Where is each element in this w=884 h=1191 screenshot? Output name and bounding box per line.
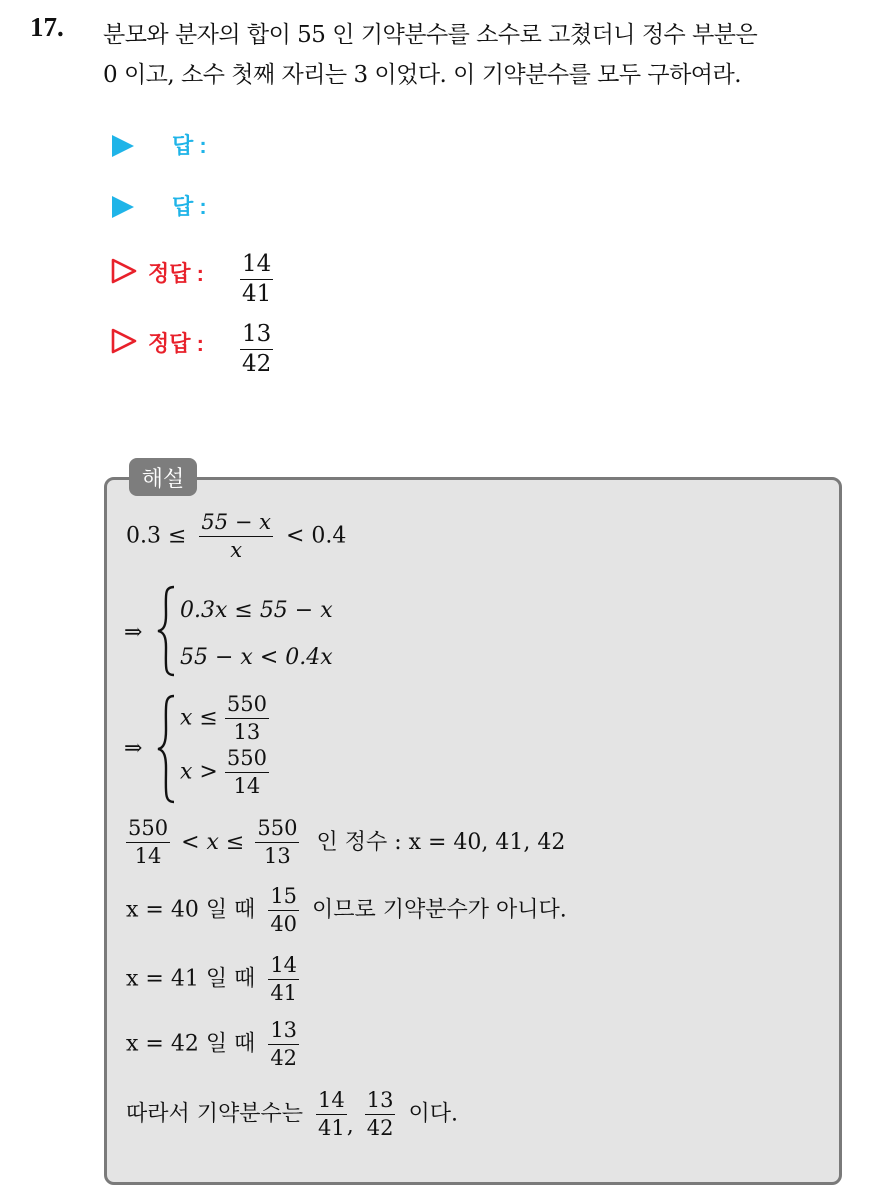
fraction-numerator: 55 − x: [201, 510, 271, 534]
solution-tag: 해설: [129, 458, 197, 496]
implies-arrow-2: ⇒: [124, 736, 143, 761]
fraction-denominator: 41: [318, 1116, 345, 1140]
fraction-numerator: 550: [128, 816, 169, 840]
fraction-denominator: 14: [134, 844, 162, 868]
outline-triangle-icon: [110, 257, 138, 285]
question-number: 17.: [30, 12, 64, 42]
system1-equation-2-text: 55 − x < 0.4x: [180, 645, 333, 670]
answer-label: 답 :: [172, 194, 207, 219]
conclusion-fraction-1: [316, 1090, 347, 1139]
implies-arrow-1: ⇒: [124, 620, 143, 645]
fraction-denominator: 42: [366, 1116, 394, 1140]
system1-equation-2: [180, 645, 333, 670]
fraction-denominator: 41: [242, 281, 272, 307]
inequality-fraction: [199, 512, 273, 561]
fraction-numerator: 13: [242, 321, 272, 347]
correct-answer-label: 정답 :: [148, 331, 204, 356]
fraction-numerator: 13: [366, 1088, 394, 1112]
inequality-right: < 0.4: [285, 523, 347, 549]
range-fraction-1: [126, 818, 170, 867]
system2-equation-2: [180, 748, 269, 797]
solution-range-line: [126, 818, 565, 867]
case-40-right: 이므로 기약분수가 아니다.: [312, 897, 567, 923]
solution-inequality: [126, 512, 346, 561]
fraction-numerator: 550: [226, 692, 267, 716]
fraction-denominator: 40: [270, 912, 298, 936]
system2-equation-1: [180, 694, 269, 743]
fraction-numerator: 14: [270, 953, 298, 977]
case-40-left: x = 40 일 때: [126, 897, 256, 923]
system2-equation-1-left: x ≤: [180, 705, 218, 731]
range-fraction-2: [255, 818, 299, 867]
case-x-41: [126, 955, 305, 1004]
fraction-numerator: 550: [257, 816, 298, 840]
fraction-denominator: x: [230, 538, 243, 562]
fraction-numerator: 14: [242, 251, 272, 277]
case-x-42: [126, 1020, 305, 1069]
fraction-numerator: 15: [270, 884, 298, 908]
correct-answer-fraction: [240, 323, 273, 376]
conclusion-right: 이다.: [408, 1101, 458, 1127]
fraction-denominator: 42: [270, 1046, 298, 1070]
fraction-denominator: 42: [242, 351, 272, 377]
fraction-numerator: 550: [226, 746, 267, 770]
range-middle: < x ≤: [181, 829, 245, 855]
left-brace-icon: [156, 694, 178, 804]
range-text: 인 정수 : x = 40, 41, 42: [316, 829, 566, 855]
fraction-denominator: 41: [270, 981, 298, 1005]
case-42-left: x = 42 일 때: [126, 1031, 256, 1057]
system2-fraction-2: [225, 748, 269, 797]
system2-equation-2-left: x >: [180, 759, 218, 785]
fraction-numerator: 13: [270, 1018, 298, 1042]
play-triangle-icon: [112, 196, 134, 218]
solution-conclusion: [126, 1090, 458, 1139]
left-brace-icon: [156, 585, 178, 677]
conclusion-left: 따라서 기약분수는: [126, 1101, 304, 1127]
system1-equation-1-text: 0.3x ≤ 55 − x: [180, 598, 333, 623]
question-line-2: 0 이고, 소수 첫째 자리는 3 이었다. 이 기약분수를 모두 구하여라.: [103, 62, 742, 88]
conclusion-comma: ,: [346, 1113, 354, 1139]
question-line-1: 분모와 분자의 합이 55 인 기약분수를 소수로 고쳤더니 정수 부분은: [103, 22, 758, 48]
fraction-denominator: 13: [233, 720, 261, 744]
correct-answer-label: 정답 :: [148, 261, 204, 286]
correct-answer-fraction: [240, 253, 273, 306]
case-42-fraction: [268, 1020, 299, 1069]
case-41-left: x = 41 일 때: [126, 966, 256, 992]
fraction-denominator: 14: [233, 774, 261, 798]
answer-label: 답 :: [172, 133, 207, 158]
fraction-numerator: 14: [318, 1088, 345, 1112]
case-41-fraction: [268, 955, 299, 1004]
outline-triangle-icon: [110, 327, 138, 355]
inequality-left: 0.3 ≤: [126, 523, 187, 549]
system2-fraction-1: [225, 694, 269, 743]
conclusion-fraction-2: [365, 1090, 396, 1139]
case-40-fraction: [268, 886, 299, 935]
fraction-denominator: 13: [264, 844, 291, 868]
system1-equation-1: [180, 598, 333, 623]
case-x-40: [126, 886, 567, 935]
play-triangle-icon: [112, 135, 134, 157]
